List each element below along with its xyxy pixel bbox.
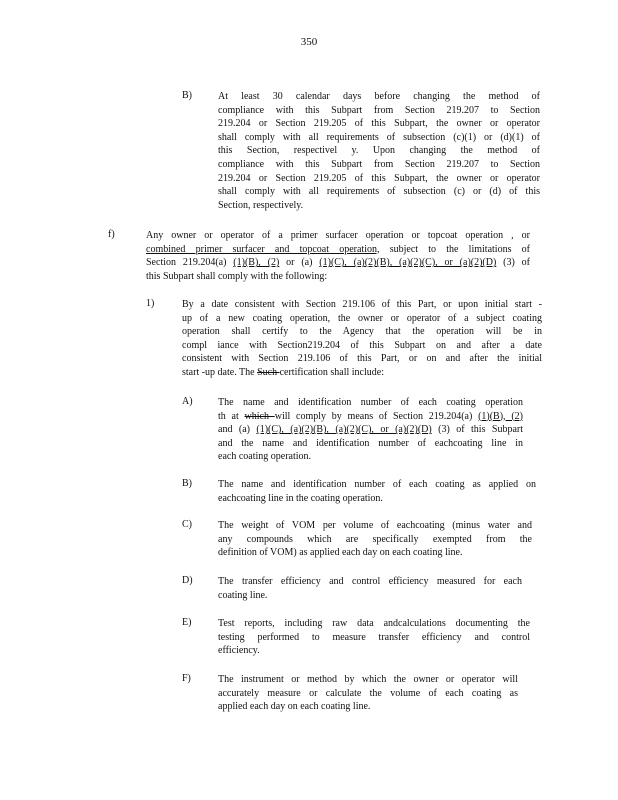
text-line: eachcoating line in the coating operation. <box>218 492 383 504</box>
text-line: The transfer efficiency and control efficiency measured for each <box>218 576 522 587</box>
text-line: applied each day on each coating line. <box>218 701 371 713</box>
text-line <box>218 410 523 424</box>
text-line: Section, respectively. <box>218 199 304 211</box>
item-f2-label: F) <box>182 673 191 684</box>
text-fragment: or (a) <box>279 257 320 269</box>
text-fragment: Section 219.204(a) <box>146 257 234 269</box>
text-line: compliance with this Subpart from Section 219.207 to Section <box>218 104 540 116</box>
text-line: 219.204 or Section 219.205 of this Subpart, the owner or operator <box>218 172 540 184</box>
text-fragment: (3) of this Subpart <box>431 424 524 436</box>
inserted-text: (1)(C), (a)(2)(B), (a)(2)(C), or (a)(2)(D) <box>319 257 497 269</box>
text-line: accurately measure or calculate the volume of each coating as <box>218 687 518 699</box>
text-fragment: subject to the limitations of <box>379 243 530 255</box>
item-1-label: 1) <box>146 298 155 309</box>
text-line: 219.204 or Section 219.205 of this Subpart, the owner or operator <box>218 118 540 130</box>
page-number: 350 <box>300 36 318 48</box>
inserted-text: (1)(C), (a)(2)(B), (a)(2)(C), or (a)(2)(D) <box>256 424 432 436</box>
text-line <box>146 256 530 270</box>
text-line: At least 30 calendar days before changing the method of <box>218 91 540 102</box>
text-line: operation shall certify to the Agency that the operation will be in <box>182 326 542 338</box>
item-1-paragraph <box>182 298 542 380</box>
item-e-label: E) <box>182 617 192 628</box>
inserted-text: (1)(B), (2) <box>478 410 523 422</box>
text-line: The name and identification number of each coating operation <box>218 397 523 408</box>
item-d-label: D) <box>182 575 193 586</box>
text-fragment: start -up date. The <box>182 366 258 378</box>
item-a-label: A) <box>182 396 193 407</box>
text-line: this Subpart shall comply with the following: <box>146 270 328 282</box>
inserted-text: (1)(B), (2) <box>233 257 280 269</box>
item-f2-paragraph <box>218 673 518 714</box>
item-b2-paragraph <box>218 478 536 505</box>
item-f-paragraph <box>146 229 530 283</box>
item-b-label: B) <box>182 90 192 101</box>
item-e-paragraph <box>218 617 530 658</box>
item-d-paragraph <box>218 575 522 602</box>
text-line: shall comply with all requirements of subsection (c) or (d) of this <box>218 186 540 198</box>
text-fragment: and (a) <box>218 424 257 436</box>
item-a-paragraph <box>218 396 523 464</box>
text-line <box>218 423 523 437</box>
inserted-text: combined primer surfacer and topcoat operation, <box>146 243 380 255</box>
text-line: efficiency. <box>218 645 260 657</box>
text-fragment: certification shall include: <box>279 366 384 378</box>
text-line: and the name and identification number of eachcoating line in <box>218 437 523 449</box>
text-line: The weight of VOM per volume of eachcoating (minus water and <box>218 520 532 531</box>
text-fragment: (3) of <box>496 257 530 269</box>
text-line: definition of VOM) as applied each day on each coating line. <box>218 547 463 559</box>
text-line: this Section, respectivel y. Upon changing the method of <box>218 145 540 157</box>
text-line: Any owner or operator of a primer surfacer operation or topcoat operation , or <box>146 230 530 241</box>
text-line: The name and identification number of each coating as applied on <box>218 479 536 490</box>
item-c-paragraph <box>218 519 532 560</box>
text-line: coating line. <box>218 589 268 601</box>
text-line: shall comply with all requirements of subsection (c)(1) or (d)(1) of <box>218 131 540 143</box>
item-c-label: C) <box>182 519 192 530</box>
text-line <box>146 243 530 257</box>
text-line: testing performed to measure transfer efficiency and control <box>218 631 530 643</box>
item-b-paragraph <box>218 90 540 212</box>
text-line <box>182 366 542 380</box>
text-line: consistent with Section 219.106 of this Part, or on and after the initial <box>182 353 542 365</box>
text-line: compliance with this Subpart from Section 219.207 to Section <box>218 158 540 170</box>
text-line: Test reports, including raw data andcalculations documenting the <box>218 618 530 629</box>
text-line: The instrument or method by which the owner or operator will <box>218 674 518 685</box>
text-fragment: th at <box>218 410 245 422</box>
deleted-text: Such <box>257 366 280 378</box>
text-line: By a date consistent with Section 219.106 of this Part, or upon initial start - <box>182 299 542 310</box>
item-b2-label: B) <box>182 478 192 489</box>
item-f-label: f) <box>108 229 115 240</box>
deleted-text: which <box>244 410 275 422</box>
text-line: any compounds which are specifically exempted from the <box>218 533 532 545</box>
text-fragment: will comply by means of Section 219.204(a) <box>274 410 479 422</box>
text-line: compl iance with Section219.204 of this Subpart on and after a date <box>182 339 542 351</box>
text-line: up of a new coating operation, the owner or operator of a subject coating <box>182 312 542 324</box>
text-line: each coating operation. <box>218 451 312 463</box>
